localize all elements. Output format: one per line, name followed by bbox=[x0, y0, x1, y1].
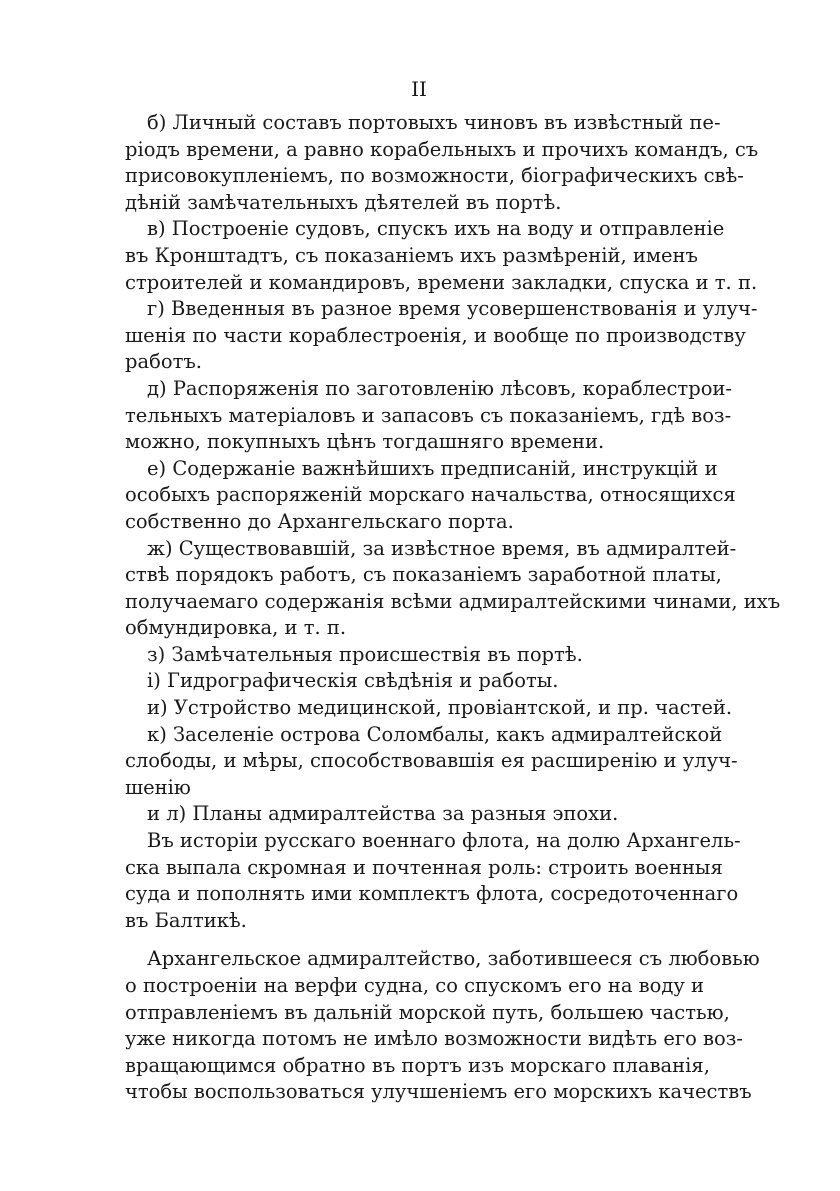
paragraph-g bbox=[125, 296, 758, 376]
text-line: і) Гидрографическія свѣдѣнія и работы. bbox=[147, 669, 559, 693]
document-page bbox=[125, 74, 781, 1106]
text-line: уже никогда потомъ не имѣло возможности видѣть его воз- bbox=[125, 1027, 743, 1051]
text-line: въ Кронштадтъ, съ показаніемъ ихъ размѣреній, именъ bbox=[125, 243, 698, 267]
paragraph-z bbox=[125, 642, 695, 669]
text-line: к) Заселеніе острова Соломбалы, какъ адмиралтейской bbox=[147, 722, 723, 746]
text-line: е) Содержаніе важнѣйшихъ предписаній, инструкцій и bbox=[147, 456, 718, 480]
text-line: можно, покупныхъ цѣнъ тогдашняго времени. bbox=[125, 430, 605, 454]
text-line: з) Замѣчательныя происшествія въ портѣ. bbox=[147, 642, 583, 666]
text-line: работъ. bbox=[125, 350, 202, 374]
text-line: въ Балтикѣ. bbox=[125, 908, 247, 932]
text-line: д) Распоряженія по заготовленію лѣсовъ, кораблестрои- bbox=[147, 376, 733, 400]
paragraph-e bbox=[125, 456, 736, 536]
paragraph-d bbox=[125, 376, 733, 456]
text-line: ска выпала скромная и почтенная роль: строить военныя bbox=[125, 855, 723, 879]
text-line: б) Личный составъ портовыхъ чиновъ въ извѣстный пе- bbox=[147, 111, 721, 134]
text-line: ріодъ времени, а равно корабельныхъ и прочихъ командъ, съ bbox=[125, 137, 759, 161]
paragraph-i-dot bbox=[125, 668, 695, 695]
text-line: г) Введенныя въ разное время усовершенствованія и улуч- bbox=[147, 297, 758, 321]
text-line: отправленіемъ въ дальній морской путь, большею частью, bbox=[125, 1000, 730, 1024]
paragraph-k bbox=[125, 722, 738, 802]
text-line: чтобы воспользоваться улучшеніемъ его морскихъ качествъ bbox=[125, 1080, 752, 1104]
text-line: обмундировка, и т. п. bbox=[125, 616, 347, 640]
paragraph-spacer bbox=[125, 934, 695, 946]
text-line: дѣній замѣчательныхъ дѣятелей въ портѣ. bbox=[125, 190, 562, 214]
text-line: шенія по части кораблестроенія, и вообще по производству bbox=[125, 323, 746, 347]
text-line: вращающимся обратно въ портъ изъ морскаго плаванія, bbox=[125, 1053, 710, 1077]
text-line: присовокупленіемъ, по возможности, біографическихъ свѣ- bbox=[125, 164, 744, 188]
text-line: в) Построеніе судовъ, спускъ ихъ на воду и отправленіе bbox=[147, 217, 725, 241]
paragraph-v bbox=[125, 216, 758, 296]
text-line: о построеніи на верфи судна, со спускомъ его на воду и bbox=[125, 974, 705, 997]
text-line: суда и пополнять ими комплектъ флота, сосредоточеннаго bbox=[125, 882, 739, 906]
text-line: строителей и командировъ, времени закладки, спуска и т. п. bbox=[125, 270, 758, 294]
paragraph-history bbox=[125, 828, 741, 934]
text-line: слободы, и мѣры, способствовавшія ея расширенію и улуч- bbox=[125, 749, 738, 773]
text-line: ж) Существовавшій, за извѣстное время, въ адмиралтей- bbox=[147, 536, 737, 560]
text-line: ствѣ порядокъ работъ, съ показаніемъ заработной платы, bbox=[125, 563, 722, 587]
text-line: и) Устройство медицинской, провіантской, и пр. частей. bbox=[147, 696, 733, 720]
text-line: особыхъ распоряженій морскаго начальства, относящихся bbox=[125, 483, 736, 507]
text-line: получаемаго содержанія всѣми адмиралтейскими чинами, ихъ bbox=[125, 589, 781, 613]
text-line: шенію bbox=[125, 775, 191, 799]
paragraph-admiralty bbox=[125, 946, 760, 1106]
page-number: II bbox=[411, 77, 427, 101]
text-line: Въ исторіи русскаго военнаго флота, на долю Архангель- bbox=[147, 829, 741, 853]
paragraph-l bbox=[125, 801, 695, 828]
text-line: Архангельское адмиралтейство, заботившееся съ любовью bbox=[147, 947, 760, 971]
paragraph-i bbox=[125, 695, 733, 722]
text-line: собственно до Архангельскаго порта. bbox=[125, 509, 514, 533]
text-line: тельныхъ матеріаловъ и запасовъ съ показаніемъ, гдѣ воз- bbox=[125, 403, 732, 427]
text-line: и л) Планы адмиралтейства за разныя эпохи. bbox=[147, 802, 619, 826]
paragraph-zh bbox=[125, 536, 781, 642]
paragraph-b bbox=[125, 110, 759, 216]
